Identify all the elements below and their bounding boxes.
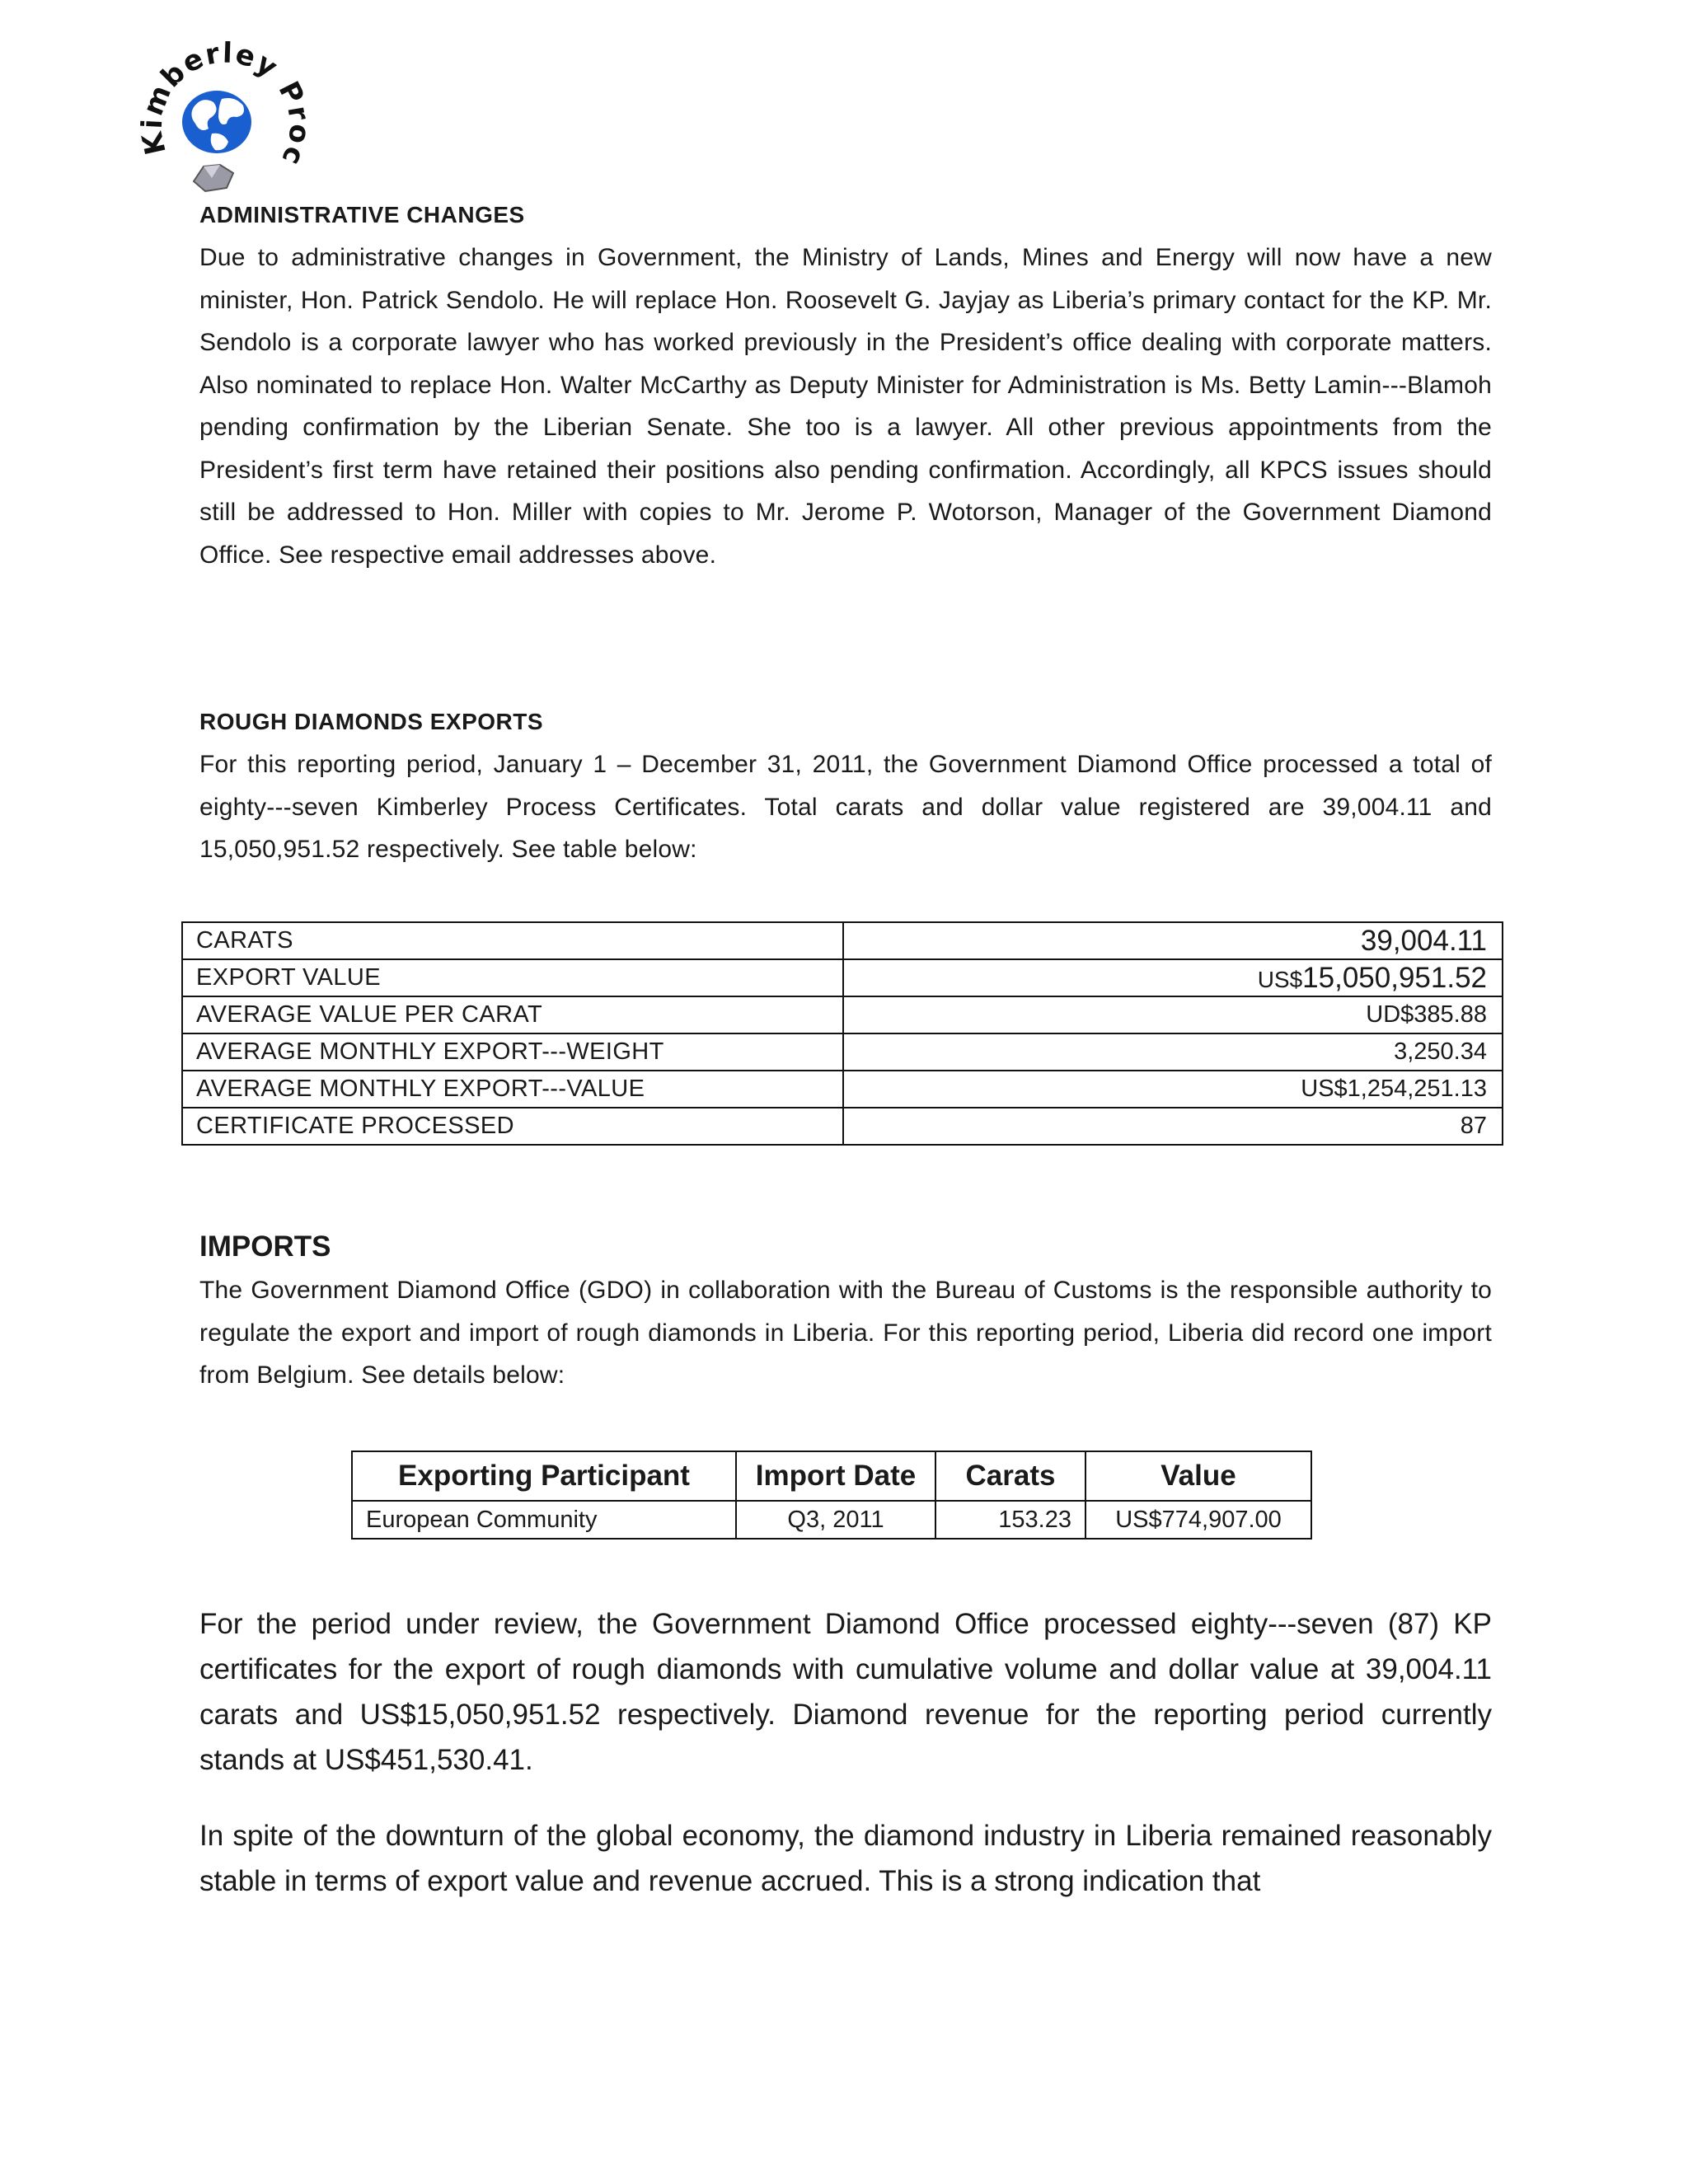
cell: European Community xyxy=(352,1501,736,1539)
row-value: UD$385.88 xyxy=(843,996,1503,1033)
imports-table xyxy=(351,1451,1312,1540)
row-label: AVERAGE MONTHLY EXPORT---WEIGHT xyxy=(182,1033,843,1071)
col-header: Carats xyxy=(935,1451,1085,1501)
table-row xyxy=(182,996,1503,1033)
col-header: Import Date xyxy=(736,1451,935,1501)
table-header-row xyxy=(352,1451,1311,1501)
row-value: 87 xyxy=(843,1108,1503,1145)
imports-heading: IMPORTS xyxy=(199,1230,331,1263)
kimberley-process-logo xyxy=(136,41,317,198)
col-header: Value xyxy=(1085,1451,1311,1501)
table-row xyxy=(182,1108,1503,1145)
imports-paragraph: The Government Diamond Office (GDO) in collaboration with the Bureau of Customs is the responsible authority to regulate the export and import of rough diamonds in Liberia. For this reporting period, Liberia did record one import from Belgium. See details below: xyxy=(199,1277,1492,1389)
admin-paragraph: Due to administrative changes in Government, the Ministry of Lands, Mines and Energy will now have a new minister, Hon. Patrick Sendolo. He will replace Hon. Roosevelt G. Jayjay as Liberia’s primary contact for the KP. Mr. Sendolo is a corporate lawyer who has worked previously in the President’s office dealing with corporate matters. Also nominated to replace Hon. Walter McCarthy as Deputy Minister for Administration is Ms. Betty Lamin---Blamoh pending confirmation by the Liberian Senate. She too is a lawyer. All other previous appointments from the President’s first term have retained their positions also pending confirmation. Accordingly, all KPCS issues should still be addressed to Hon. Miller with copies to Mr. Jerome P. Wotorson, Manager of the Government Diamond Office. See respective email addresses above. xyxy=(199,244,1492,569)
exports-heading: ROUGH DIAMONDS EXPORTS xyxy=(199,709,544,734)
row-label: AVERAGE VALUE PER CARAT xyxy=(182,996,843,1033)
exports-paragraph: For this reporting period, January 1 – December 31, 2011, the Government Diamond Office processed a total of eighty---seven Kimberley Process Certificates. Total carats and dollar value registered are 39,004.11 and 15,050,951.52 respectively. See table below: xyxy=(199,751,1492,863)
table-row xyxy=(182,959,1503,996)
export-value: 15,050,951.52 xyxy=(1302,961,1487,994)
row-value xyxy=(843,959,1503,996)
row-value: US$1,254,251.13 xyxy=(843,1071,1503,1108)
currency-prefix: US$ xyxy=(1257,966,1303,992)
row-label: CARATS xyxy=(182,922,843,959)
cell: 153.23 xyxy=(935,1501,1085,1539)
admin-heading: ADMINISTRATIVE CHANGES xyxy=(199,202,525,227)
table-row xyxy=(352,1501,1311,1539)
table-row xyxy=(182,1071,1503,1108)
export-summary-table xyxy=(181,921,1503,1146)
table-row xyxy=(182,1033,1503,1071)
col-header: Exporting Participant xyxy=(352,1451,736,1501)
closing-paragraph-1: For the period under review, the Government Diamond Office processed eighty---seven (87) KP certificates for the export of rough diamonds with cumulative volume and dollar value at 39,004.11 carats and US$15,050,951.52 respectively. Diamond revenue for the reporting period currently stands at US$451,530.41. xyxy=(199,1608,1492,1776)
cell: Q3, 2011 xyxy=(736,1501,935,1539)
row-value: 3,250.34 xyxy=(843,1033,1503,1071)
closing-paragraph-2: In spite of the downturn of the global economy, the diamond industry in Liberia remained reasonably stable in terms of export value and revenue accrued. This is a strong indication that xyxy=(199,1820,1492,1897)
svg-text:Kimberley Process: Kimberley Proc xyxy=(136,41,316,171)
row-label: AVERAGE MONTHLY EXPORT---VALUE xyxy=(182,1071,843,1108)
row-label: CERTIFICATE PROCESSED xyxy=(182,1108,843,1145)
row-label: EXPORT VALUE xyxy=(182,959,843,996)
row-value: 39,004.11 xyxy=(843,922,1503,959)
cell: US$774,907.00 xyxy=(1085,1501,1311,1539)
table-row xyxy=(182,922,1503,959)
